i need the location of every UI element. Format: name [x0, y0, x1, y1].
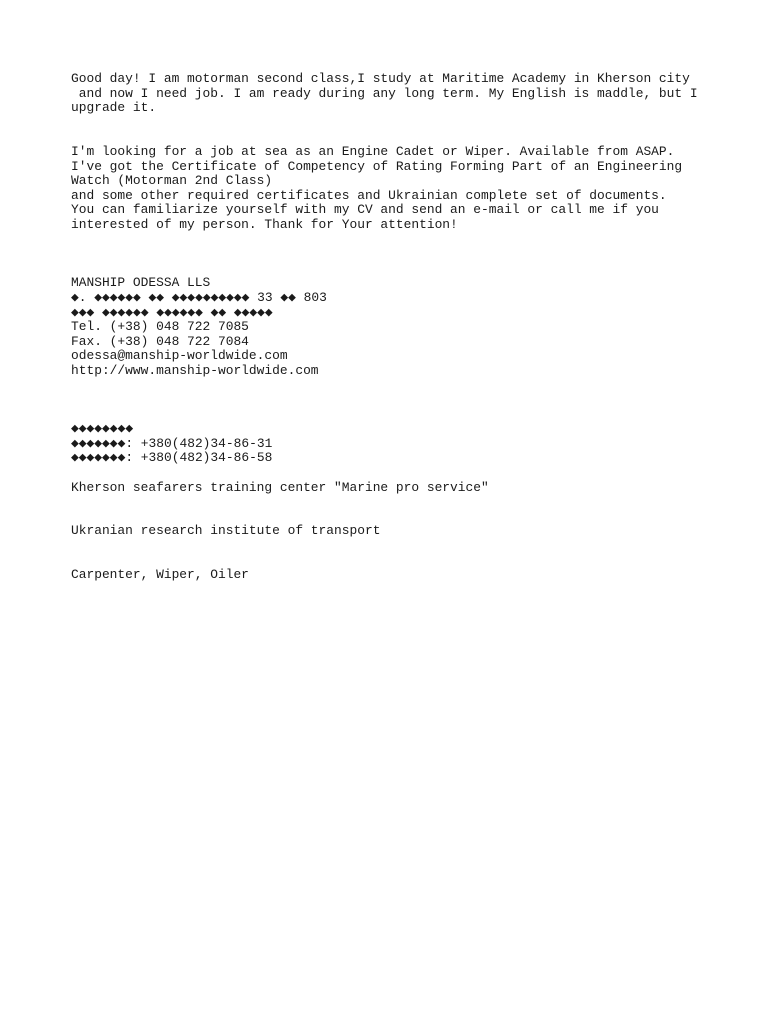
- company-block: [71, 276, 751, 378]
- spacer: [71, 378, 751, 422]
- body-line: interested of my person. Thank for Your attention!: [71, 216, 458, 232]
- company-address-line-1: ◆. ◆◆◆◆◆◆ ◆◆ ◆◆◆◆◆◆◆◆◆◆ 33 ◆◆ 803: [71, 289, 327, 305]
- contacts-heading: ◆◆◆◆◆◆◆◆: [71, 421, 134, 437]
- body-paragraph: [71, 145, 751, 233]
- training-center: Kherson seafarers training center "Marine pro service": [71, 479, 489, 495]
- intro-line: and now I need job. I am ready during any long term. My English is maddle, but I: [71, 85, 698, 101]
- contacts-phone-1: ◆◆◆◆◆◆◆: +380(482)34-86-31: [71, 435, 273, 451]
- body-line: and some other required certificates and Ukrainian complete set of documents.: [71, 187, 667, 203]
- spacer: [71, 116, 751, 145]
- contacts-phone-2: ◆◆◆◆◆◆◆: +380(482)34-86-58: [71, 450, 273, 466]
- contacts-block: [71, 422, 751, 466]
- spacer: [71, 466, 751, 481]
- company-email: odessa@manship-worldwide.com: [71, 348, 288, 364]
- intro-line: upgrade it.: [71, 100, 157, 116]
- company-website: http://www.manship-worldwide.com: [71, 362, 319, 378]
- company-tel: Tel. (+38) 048 722 7085: [71, 319, 249, 335]
- spacer: [71, 539, 751, 568]
- spacer: [71, 233, 751, 277]
- body-line: I've got the Certificate of Competency of Rating Forming Part of an Engineering: [71, 158, 683, 174]
- company-fax: Fax. (+38) 048 722 7084: [71, 333, 249, 349]
- intro-paragraph: [71, 72, 751, 116]
- body-line: You can familiarize yourself with my CV and send an e-mail or call me if you: [71, 202, 659, 218]
- positions: Carpenter, Wiper, Oiler: [71, 567, 249, 583]
- company-address-line-2: ◆◆◆ ◆◆◆◆◆◆ ◆◆◆◆◆◆ ◆◆ ◆◆◆◆◆: [71, 304, 273, 320]
- institute: Ukranian research institute of transport: [71, 523, 381, 539]
- body-line: Watch (Motorman 2nd Class): [71, 173, 273, 189]
- body-line: I'm looking for a job at sea as an Engine Cadet or Wiper. Available from ASAP.: [71, 143, 675, 159]
- spacer: [71, 495, 751, 524]
- document-page: [71, 72, 751, 583]
- intro-line: Good day! I am motorman second class,I study at Maritime Academy in Kherson city: [71, 71, 690, 86]
- company-name: MANSHIP ODESSA LLS: [71, 275, 211, 291]
